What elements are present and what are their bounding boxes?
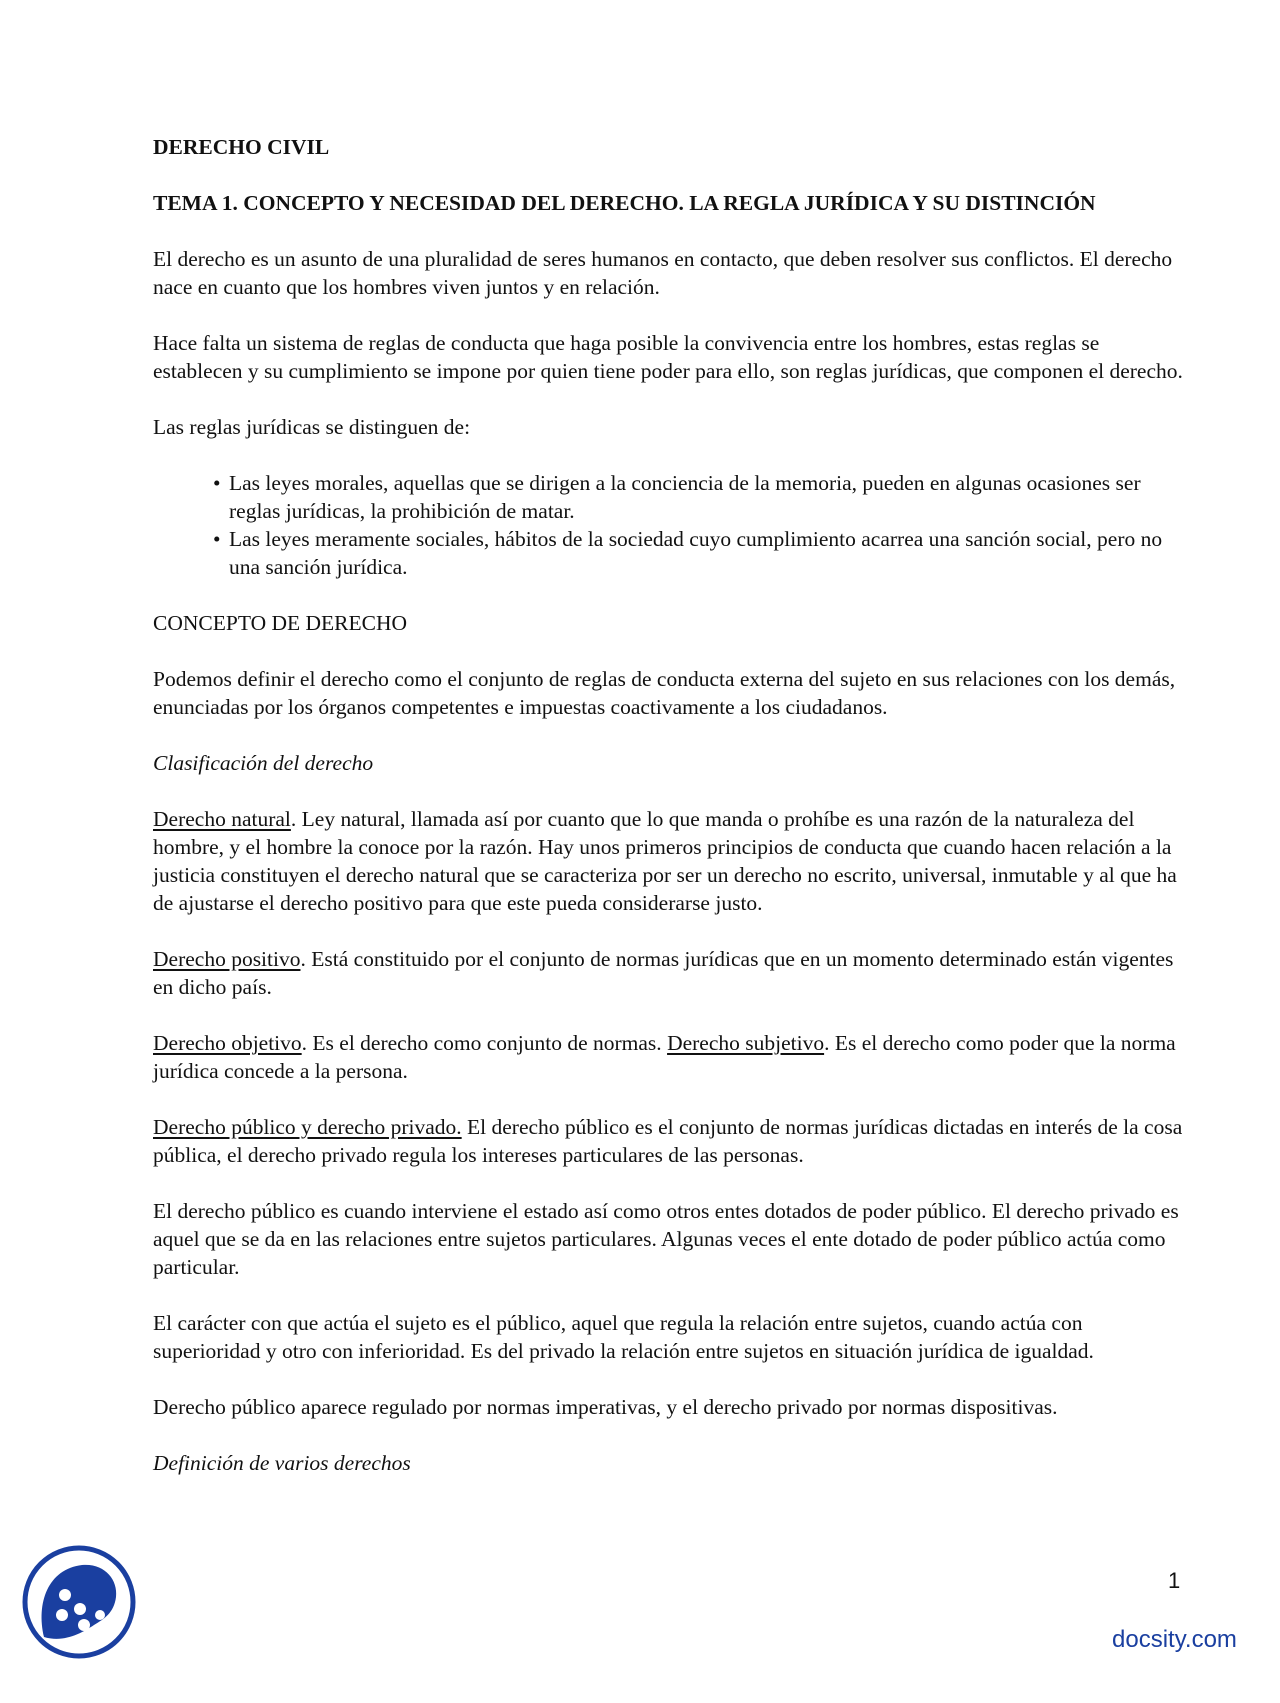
term-publico-privado: Derecho público y derecho privado. xyxy=(153,1115,462,1139)
list-item-text: Las leyes morales, aquellas que se dirigen a la conciencia de la memoria, pueden en algunas ocasiones ser reglas jurídicas, la prohibición de matar. xyxy=(229,471,1141,523)
text-derecho-natural: . Ley natural, llamada así por cuanto que lo que manda o prohíbe es una razón de la naturaleza del hombre, y el hombre la conoce por la razón. Hay unos primeros principios de conducta que cuando hacen relación a la justicia constituyen el derecho natural que se caracteriza por ser un derecho no escrito, universal, inmutable y al que ha de ajustarse el derecho positivo para que este pueda considerarse justo. xyxy=(153,807,1177,915)
list-item xyxy=(213,525,1193,581)
term-derecho-positivo: Derecho positivo xyxy=(153,947,301,971)
document-subtitle: TEMA 1. CONCEPTO Y NECESIDAD DEL DERECHO. LA REGLA JURÍDICA Y SU DISTINCIÓN xyxy=(153,191,1096,215)
section-heading-concepto: CONCEPTO DE DERECHO xyxy=(153,611,408,635)
paragraph-distinguen: Las reglas jurídicas se distinguen de: xyxy=(153,415,471,439)
paragraph-derecho-positivo xyxy=(153,945,1193,1001)
list-item-text: Las leyes meramente sociales, hábitos de la sociedad cuyo cumplimiento acarrea una sanción social, pero no una sanción jurídica. xyxy=(229,527,1163,579)
bullet-icon: • xyxy=(213,471,221,495)
document-page xyxy=(153,133,1193,1505)
paragraph-sistema-reglas: Hace falta un sistema de reglas de conducta que haga posible la convivencia entre los hombres, estas reglas se establecen y su cumplimiento se impone por quien tiene poder para ello, son reglas jurídicas, que componen el derecho. xyxy=(153,331,1183,383)
paragraph-caracter: El carácter con que actúa el sujeto es el público, aquel que regula la relación entre sujetos, cuando actúa con superioridad y otro con inferioridad. Es del privado la relación entre sujetos en situación jurídica de igualdad. xyxy=(153,1311,1094,1363)
list-item xyxy=(213,469,1193,525)
paragraph-normas: Derecho público aparece regulado por normas imperativas, y el derecho privado por normas dispositivas. xyxy=(153,1395,1058,1419)
paragraph-intro: El derecho es un asunto de una pluralidad de seres humanos en contacto, que deben resolver sus conflictos. El derecho nace en cuanto que los hombres viven juntos y en relación. xyxy=(153,247,1173,299)
text-publico-privado: El derecho público es el conjunto de normas jurídicas dictadas en interés de la cosa pública, el derecho privado regula los intereses particulares de las personas. xyxy=(153,1115,1183,1167)
paragraph-publico-estado: El derecho público es cuando interviene el estado así como otros entes dotados de poder público. El derecho privado es aquel que se da en las relaciones entre sujetos particulares. Algunas veces el ente dotado de poder público actúa como particular. xyxy=(153,1199,1179,1279)
section-heading-clasificacion: Clasificación del derecho xyxy=(153,751,374,775)
paragraph-derecho-objetivo-subjetivo xyxy=(153,1029,1193,1085)
docsity-logo-icon xyxy=(22,1545,136,1659)
text-derecho-positivo: . Está constituido por el conjunto de normas jurídicas que en un momento determinado están vigentes en dicho país. xyxy=(153,947,1174,999)
text-derecho-objetivo: . Es el derecho como conjunto de normas. xyxy=(301,1031,668,1055)
document-title: DERECHO CIVIL xyxy=(153,135,330,159)
bullet-icon: • xyxy=(213,527,221,551)
term-derecho-subjetivo: Derecho subjetivo xyxy=(667,1031,825,1055)
text-derecho-subjetivo: . Es el derecho como poder que la norma jurídica concede a la persona. xyxy=(153,1031,1176,1083)
page-number: 1 xyxy=(1168,1568,1181,1593)
brand-link[interactable]: docsity.com xyxy=(1112,1626,1237,1653)
paragraph-concepto: Podemos definir el derecho como el conjunto de reglas de conducta externa del sujeto en sus relaciones con los demás, enunciadas por los órganos competentes e impuestas coactivamente a los ciudadanos. xyxy=(153,667,1176,719)
paragraph-derecho-natural xyxy=(153,805,1193,917)
term-derecho-natural: Derecho natural xyxy=(153,807,291,831)
section-heading-definicion: Definición de varios derechos xyxy=(153,1451,411,1475)
term-derecho-objetivo: Derecho objetivo xyxy=(153,1031,302,1055)
bullet-list xyxy=(153,469,1193,581)
paragraph-publico-privado xyxy=(153,1113,1193,1169)
